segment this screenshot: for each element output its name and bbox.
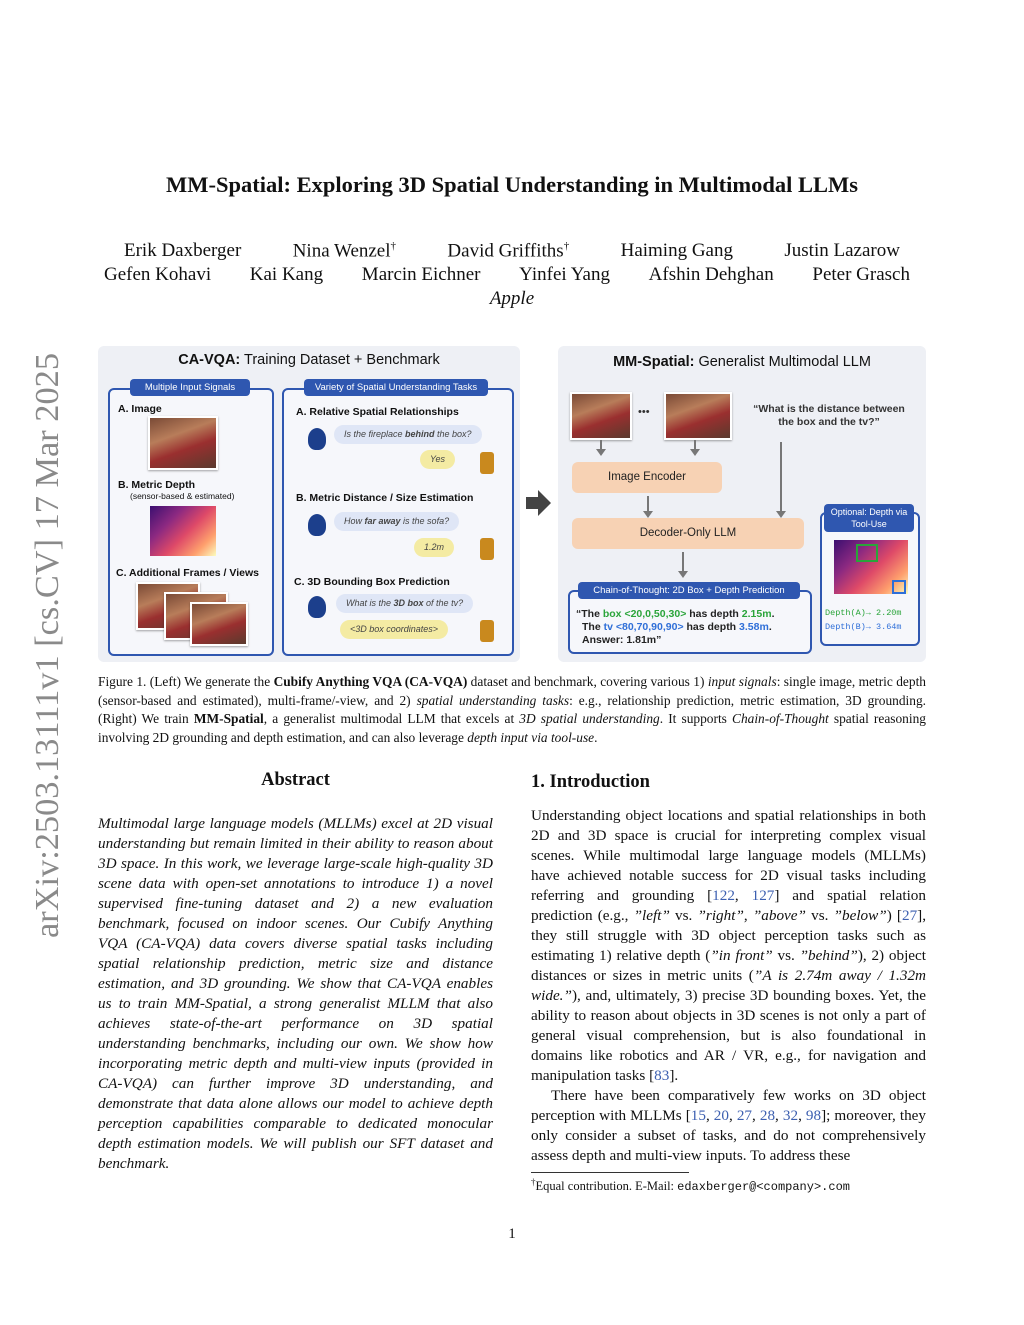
input-image-label: A. Image: [118, 403, 162, 415]
figure-left-title: CA-VQA: Training Dataset + Benchmark: [178, 352, 440, 368]
answer-bubble: 1.2m: [414, 538, 454, 557]
paper-title: MM-Spatial: Exploring 3D Spatial Understanding in Multimodal LLMs: [166, 172, 858, 197]
room-photo: [148, 416, 218, 470]
figure-right-panel: [558, 346, 926, 662]
figure-caption: Figure 1. (Left) We generate the Cubify Anything VQA (CA-VQA) dataset and benchmark, covering various 1) input signals: single image, metric depth (sensor-based and estimated), multi-frame/-view, and 2) spatial understanding tasks: e.g., relationship prediction, metric estimation, 3D grounding. (Right) We train MM-Spatial, a generalist multimodal LLM that excels at 3D spatial understanding. It supports Chain-of-Thought spatial reasoning involving 2D grounding and depth estimation, and can also leverage depth input via tool-use.: [98, 674, 926, 745]
answer-bubble: Yes: [420, 450, 455, 469]
tool-output-b: Depth(B)→ 3.64m: [825, 622, 902, 632]
intro-body: [531, 806, 926, 1166]
ellipsis-icon: •••: [638, 406, 650, 418]
citation-link[interactable]: 27: [901, 907, 918, 924]
frame-photo: [190, 602, 248, 646]
arxiv-id-text: arXiv:2503.13111v1 [cs.CV] 17 Mar 2025: [29, 358, 66, 938]
image-encoder-block: Image Encoder: [572, 462, 722, 493]
depth-map-image: [150, 506, 216, 556]
intro-paragraph-1: Understanding object locations and spatial relationships in both 2D and 3D space is crucial for interpreting complex visual scenes. While multimodal large language models (MLLMs) have achieved notable success for 2D visual tasks including referring and grounding [122, 127] and spatial relation prediction (e.g., ”left” vs. ”right”, ”above” vs. ”below”) [27], they still struggle with 3D object perception tasks such as estimating 1) relative depth (”in front” vs. ”behind”), 2) object distances or sizes in metric units (”A is 2.74m away / 1.32m wide.”), and, ultimately, 3) precise 3D bounding boxes. Yet, the ability to reason about objects in 3D scenes is not only a part of general visual comprehension, but is also foundational in domains like robotics and AR / VR, e.g., for navigation and manipulation tasks [83].: [531, 807, 927, 1084]
task-metric-label: B. Metric Distance / Size Estimation: [296, 492, 474, 504]
spatial-tasks-tab: Variety of Spatial Understanding Tasks: [304, 379, 488, 396]
bbox-b-marker: [892, 580, 906, 594]
intro-paragraph-2: There have been comparatively few works on 3D object perception with MLLMs [15, 20, 27, 28, 32, 98]; moreover, they only consider a subset of tasks, and do not comprehensively assess depth and multi-view inputs. To address these: [531, 1087, 927, 1164]
robot-icon: [480, 538, 494, 560]
user-question: “What is the distance between the box and the tv?”: [753, 403, 905, 428]
user-icon: [308, 428, 326, 450]
robot-icon: [480, 452, 494, 474]
author-name: Afshin Dehghan: [648, 264, 774, 285]
bbox-a-marker: [856, 544, 878, 562]
citation-link[interactable]: 83: [654, 1067, 670, 1084]
author-name: Kai Kang: [249, 264, 324, 285]
input-frame-photo: [664, 392, 732, 440]
flow-arrow: [682, 552, 684, 572]
author-name: Peter Grasch: [812, 264, 910, 285]
footnote-email: edaxberger@<company>.com: [677, 1180, 850, 1195]
footnote: †Equal contribution. E-Mail: edaxberger@<company>.com: [531, 1177, 850, 1195]
author-name: Justin Lazarow: [784, 240, 900, 261]
flow-arrow: [647, 496, 649, 512]
author-name: Marcin Eichner: [361, 264, 481, 285]
input-frames-label: C. Additional Frames / Views: [116, 567, 259, 579]
question-bubble: What is the 3D box of the tv?: [336, 594, 473, 613]
citation-link[interactable]: 127: [751, 887, 775, 904]
author-name: Gefen Kohavi: [104, 264, 212, 285]
input-signals-tab: Multiple Input Signals: [130, 379, 250, 396]
flow-arrow: [600, 440, 602, 450]
tool-use-tab: Optional: Depth via Tool-Use: [824, 504, 914, 532]
citation-link[interactable]: 122: [712, 887, 735, 904]
figure-right-title: MM-Spatial: Generalist Multimodal LLM: [613, 354, 871, 370]
author-name: Yinfei Yang: [519, 264, 610, 285]
arxiv-side-stamp: [18, 350, 70, 940]
author-name: Haiming Gang: [620, 240, 733, 261]
question-bubble: How far away is the sofa?: [334, 512, 459, 531]
citation-link[interactable]: 27: [736, 1107, 753, 1124]
citation-link[interactable]: 15: [690, 1107, 706, 1124]
robot-icon: [480, 620, 494, 642]
abstract-heading: Abstract: [261, 770, 330, 790]
input-frame-photo: [570, 392, 632, 440]
decoder-llm-block: Decoder-Only LLM: [572, 518, 804, 549]
user-icon: [308, 596, 326, 618]
input-depth-label: B. Metric Depth: [118, 479, 196, 491]
input-depth-sublabel: (sensor-based & estimated): [130, 491, 235, 501]
affiliation: Apple: [489, 288, 535, 309]
cot-tab: Chain-of-Thought: 2D Box + Depth Prediction: [578, 582, 800, 599]
footnote-rule: [531, 1172, 689, 1173]
author-row-2: [104, 264, 910, 286]
arrow-right-icon: [524, 488, 552, 518]
question-bubble: Is the fireplace behind the box?: [334, 425, 482, 444]
abstract-body: Multimodal large language models (MLLMs) excel at 2D visual understanding but remain limited in their ability to reason about 3D space. In this work, we leverage large-scale high-quality 3D scene data with open-set annotations to introduce 1) a novel supervised fine-tuning dataset and 2) a new evaluation benchmark, focused on indoor scenes. Our Cubify Anything VQA (CA-VQA) data covers diverse spatial tasks including spatial relationship prediction, metric size and distance estimation, and 3D grounding. We show that CA-VQA enables us to train MM-Spatial, a strong generalist MLLM that also achieves state-of-the-art performance on 3D spatial understanding benchmarks, including our own. We show how incorporating metric depth and multi-view inputs (provided in CA-VQA) can further improve 3D understanding, and demonstrate that data alone allows our model to achieve depth perception capabilities comparable to dedicated monocular depth estimation models. We will publish our SFT dataset and benchmark.: [98, 815, 493, 1172]
figure-left-panel: [98, 346, 520, 662]
citation-link[interactable]: 20: [713, 1107, 729, 1124]
tool-output-a: Depth(A)→ 2.20m: [825, 608, 902, 618]
citation-link[interactable]: 32: [782, 1107, 799, 1124]
answer-bubble: <3D box coordinates>: [340, 620, 448, 639]
flow-arrow: [694, 440, 696, 450]
task-bbox-label: C. 3D Bounding Box Prediction: [294, 576, 450, 588]
cot-answer-text: “The box <20,0,50,30> has depth 2.15m. The tv <80,70,90,90> has depth 3.58m. Answer: 1.81m”: [576, 608, 775, 646]
user-icon: [308, 514, 326, 536]
citation-link[interactable]: 98: [805, 1107, 822, 1124]
page-number: 1: [508, 1226, 516, 1242]
intro-heading: 1. Introduction: [531, 772, 650, 792]
author-name: Erik Daxberger: [124, 240, 242, 261]
author-name: Nina Wenzel†: [292, 240, 397, 262]
task-relative-label: A. Relative Spatial Relationships: [296, 406, 459, 418]
author-row-1: [124, 240, 900, 262]
citation-link[interactable]: 28: [759, 1107, 776, 1124]
flow-arrow: [780, 442, 782, 512]
author-name: David Griffiths†: [447, 240, 570, 262]
